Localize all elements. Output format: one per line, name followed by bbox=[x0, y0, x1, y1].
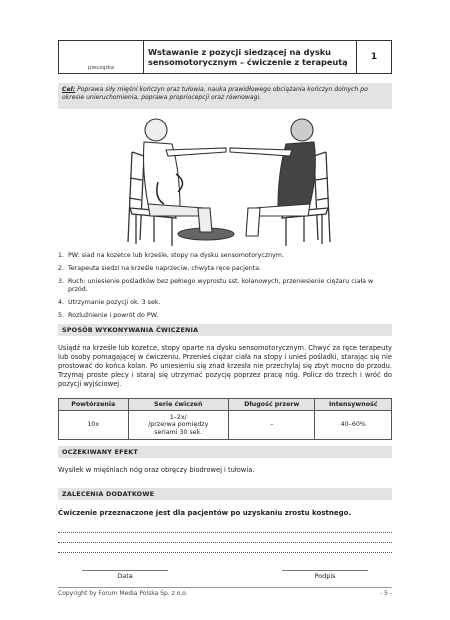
cell-break: – bbox=[229, 411, 315, 440]
col-reps: Powtórzenia bbox=[59, 399, 129, 411]
list-item: 2. Terapeuta siedzi na krześle naprzeciw, chwyta ręce pacjenta. bbox=[58, 264, 262, 272]
recommend-heading: ZALECENIA DODATKOWE bbox=[58, 488, 392, 500]
list-item: 1. PW: siad na kozetce lub krześle, stopy na dysku sensomotorycznym. bbox=[58, 252, 284, 259]
signature-line bbox=[282, 570, 368, 571]
signature-label: Podpis bbox=[314, 572, 336, 580]
steps-list bbox=[58, 252, 392, 325]
cell-series: 1–2x/ /przerwa pomiędzy seriami 30 sek. bbox=[128, 411, 229, 440]
copyright: Copyright by Forum Media Polska Sp. z o.o. bbox=[58, 590, 188, 597]
col-series: Serie ćwiczeń bbox=[128, 399, 229, 411]
header-table bbox=[58, 40, 392, 74]
effect-heading: OCZEKIWANY EFEKT bbox=[58, 446, 392, 458]
footer-divider bbox=[58, 587, 392, 588]
list-item: 5. Rozluźnienie i powrót do PW. bbox=[58, 312, 159, 320]
col-break: Długość przerw bbox=[229, 399, 315, 411]
method-heading: SPOSÓB WYKONYWANIA ĆWICZENIA bbox=[58, 324, 392, 336]
dotted-line bbox=[58, 532, 392, 533]
method-text: Usiądź na krześle lub kozetce, stopy oparte na dysku sensomotorycznym. Chwyć za ręce terapeuty lub osoby pomagającej w ćwiczeniu. Przenieś ciężar ciała na stopy i unieś pośladki, starając się nie prostować do końca kolan. Po uniesieniu się znad krzesła nie przechylaj się zbyt mocno do przodu. Trzymaj proste plecy i staraj się utrzymać pozycję poprzez pracę nóg. Policz do trzech i wróć do pozycji wyjściowej. bbox=[58, 344, 392, 388]
col-intensity: Intensywność bbox=[315, 399, 392, 411]
page-number: - 5 - bbox=[380, 590, 392, 597]
table-header-row bbox=[59, 399, 392, 411]
stamp-cell bbox=[59, 41, 144, 73]
goal-box bbox=[58, 83, 392, 109]
effect-text: Wysiłek w mięśniach nóg oraz obręczy biodrowej i tułowia. bbox=[58, 466, 255, 474]
exercise-illustration bbox=[114, 112, 344, 252]
date-line bbox=[82, 570, 168, 571]
stamp-label: pieczątka bbox=[87, 65, 115, 71]
exercise-title: Wstawanie z pozycji siedzącej na dysku sensomotorycznym – ćwiczenie z terapeutą bbox=[144, 41, 357, 73]
goal-label: Cel: bbox=[62, 86, 76, 93]
dotted-line bbox=[58, 542, 392, 543]
cell-reps: 10x bbox=[59, 411, 129, 440]
cell-intensity: 40–60% bbox=[315, 411, 392, 440]
list-item: 4. Utrzymanie pozycji ok. 3 sek. bbox=[58, 299, 161, 307]
list-item: 3. Ruch: uniesienie pośladków bez pełnego wyprostu sst. kolanowych, przeniesienie ciężaru ciała w przód. bbox=[58, 277, 374, 294]
table-row bbox=[59, 411, 392, 440]
goal-text: Poprawa siły mięśni kończyn oraz tułowia, nauka prawidłowego obciążania kończyn dolnych po okresie unieruchomienia, poprawa propriocepcji oraz równowagi. bbox=[62, 86, 368, 102]
recommend-text: Ćwiczenie przeznaczone jest dla pacjentów po uzyskaniu zrostu kostnego. bbox=[58, 509, 352, 517]
date-label: Data bbox=[117, 572, 133, 580]
exercise-number: 1 bbox=[370, 52, 378, 62]
dotted-line bbox=[58, 552, 392, 553]
parameters-table bbox=[58, 398, 392, 440]
